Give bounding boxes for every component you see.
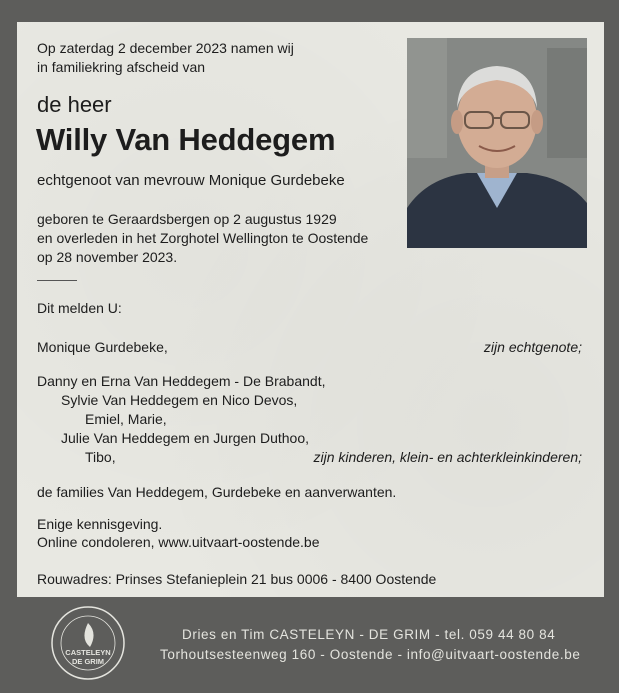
- death-date-line: op 28 november 2023.: [37, 249, 178, 265]
- deceased-name: Willy Van Heddegem: [36, 122, 336, 157]
- online-condolence: Online condoleren, www.uitvaart-oostende.be: [37, 534, 320, 550]
- spouse-line: echtgenoot van mevrouw Monique Gurdebeke: [37, 172, 345, 189]
- spouse-role: zijn echtgenote;: [483, 339, 582, 355]
- mourning-address: Rouwadres: Prinses Stefanieplein 21 bus 0006 - 8400 Oostende: [37, 571, 437, 587]
- funeral-home-band: [0, 597, 619, 693]
- portrait-photo: [407, 38, 587, 248]
- funeral-home-logo: [50, 605, 126, 681]
- honorific: de heer: [37, 92, 112, 117]
- svg-text:DE GRIM: DE GRIM: [71, 657, 105, 666]
- only-notice: Enige kennisgeving.: [37, 516, 163, 532]
- children-role: zijn kinderen, klein- en achterkleinkinderen;: [313, 449, 582, 465]
- birth-line: geboren te Geraardsbergen op 2 augustus 1929: [37, 211, 337, 227]
- obituary-notice: [17, 22, 604, 597]
- announcement: Dit melden U:: [37, 300, 122, 316]
- funeral-home-address: Torhoutsesteenweg 160 - Oostende - info@uitvaart-oostende.be: [160, 647, 581, 662]
- spouse-name: Monique Gurdebeke,: [37, 339, 168, 355]
- funeral-home-contact: Dries en Tim CASTELEYN - DE GRIM - tel. 059 44 80 84: [182, 627, 556, 642]
- child-line-3: Julie Van Heddegem en Jurgen Duthoo,: [61, 430, 310, 446]
- grandchildren-line-1: Emiel, Marie,: [85, 411, 167, 427]
- intro-line-2: in familiekring afscheid van: [37, 59, 206, 75]
- portrait-image: [407, 38, 587, 248]
- child-line-1: Danny en Erna Van Heddegem - De Brabandt,: [37, 373, 326, 389]
- intro-line-1: Op zaterdag 2 december 2023 namen wij: [37, 40, 294, 56]
- grandchildren-line-2: Tibo,: [85, 449, 116, 465]
- families-line: de families Van Heddegem, Gurdebeke en aanverwanten.: [37, 484, 397, 500]
- death-line: en overleden in het Zorghotel Wellington te Oostende: [37, 230, 369, 246]
- child-line-2: Sylvie Van Heddegem en Nico Devos,: [61, 392, 298, 408]
- svg-text:CASTELEYN: CASTELEYN: [65, 648, 111, 657]
- divider: [37, 280, 77, 281]
